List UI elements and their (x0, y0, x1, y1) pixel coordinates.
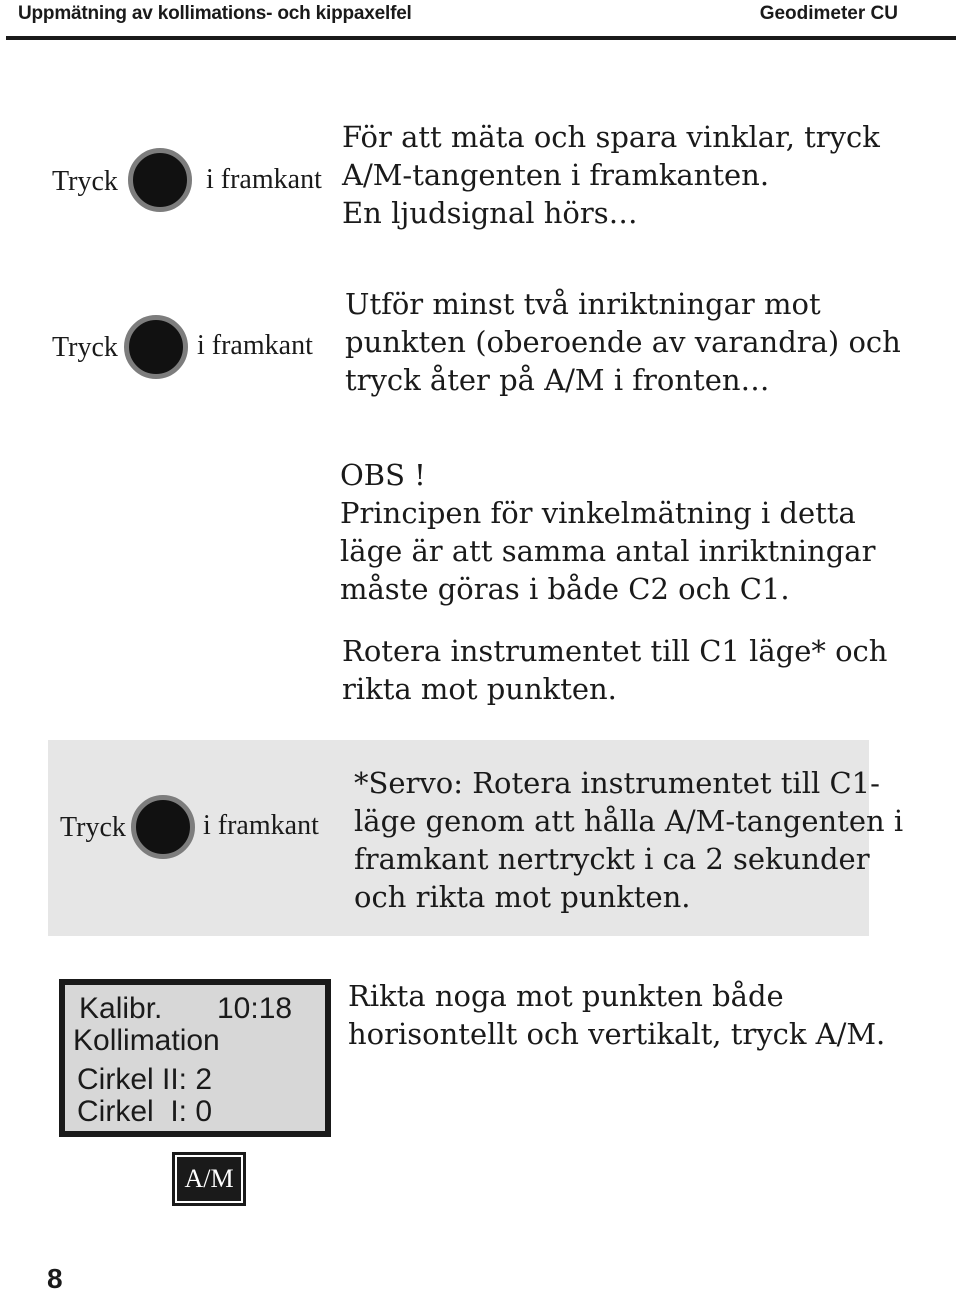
servo-text (354, 764, 903, 916)
final-instruction (348, 977, 885, 1053)
step-1-key-suffix: i framkant (206, 164, 322, 195)
step-2-line: Utför minst två inriktningar mot (345, 287, 821, 321)
display-label: Kalibr. (79, 992, 163, 1025)
step-2-text (345, 285, 901, 399)
servo-key-prefix: Tryck (60, 812, 126, 843)
step-1-line: För att mäta och spara vinklar, tryck (342, 120, 880, 154)
display-circle-i: Cirkel I: 0 (77, 1095, 213, 1128)
product-name: Geodimeter CU (759, 3, 898, 24)
page-number: 8 (47, 1263, 63, 1294)
display-time: 10:18 (217, 992, 293, 1025)
step-2-line: tryck åter på A/M i fronten… (345, 363, 770, 397)
rotate-line: rikta mot punkten. (342, 672, 617, 706)
servo-button-icon (131, 795, 195, 859)
display-circle-ii: Cirkel II: 2 (77, 1063, 213, 1096)
note-line: måste göras i både C2 och C1. (340, 572, 790, 606)
section-title: Uppmätning av kollimations- och kippaxelfel (18, 3, 412, 24)
servo-key-suffix: i framkant (203, 810, 319, 841)
rotate-instruction (342, 632, 887, 708)
step-1-key-prefix: Tryck (52, 166, 118, 197)
step-2-line: punkten (oberoende av varandra) och (345, 325, 901, 359)
step-1-text (342, 118, 880, 232)
am-key-label: A/M (177, 1157, 241, 1201)
instrument-display (59, 979, 331, 1137)
header-rule (6, 36, 956, 40)
servo-line: framkant nertryckt i ca 2 sekunder (354, 842, 870, 876)
am-key (172, 1152, 246, 1206)
display-mode: Kollimation (73, 1024, 220, 1057)
step-2-key-prefix: Tryck (52, 332, 118, 363)
step-1-button-icon (128, 148, 192, 212)
step-2-button-icon (124, 315, 188, 379)
note-line: Principen för vinkelmätning i detta (340, 496, 856, 530)
final-line: horisontellt och vertikalt, tryck A/M. (348, 1017, 886, 1051)
servo-line: *Servo: Rotera instrumentet till C1- (354, 766, 880, 800)
rotate-line: Rotera instrumentet till C1 läge* och (342, 634, 888, 668)
final-line: Rikta noga mot punkten både (348, 979, 784, 1013)
step-1-line: En ljudsignal hörs… (342, 196, 638, 230)
note-line: läge är att samma antal inriktningar (340, 534, 876, 568)
note-line: OBS ! (340, 458, 426, 492)
obs-note (340, 456, 875, 608)
step-1-line: A/M-tangenten i framkanten. (342, 158, 770, 192)
servo-line: läge genom att hålla A/M-tangenten i (354, 804, 904, 838)
step-2-key-suffix: i framkant (197, 330, 313, 361)
servo-line: och rikta mot punkten. (354, 880, 691, 914)
